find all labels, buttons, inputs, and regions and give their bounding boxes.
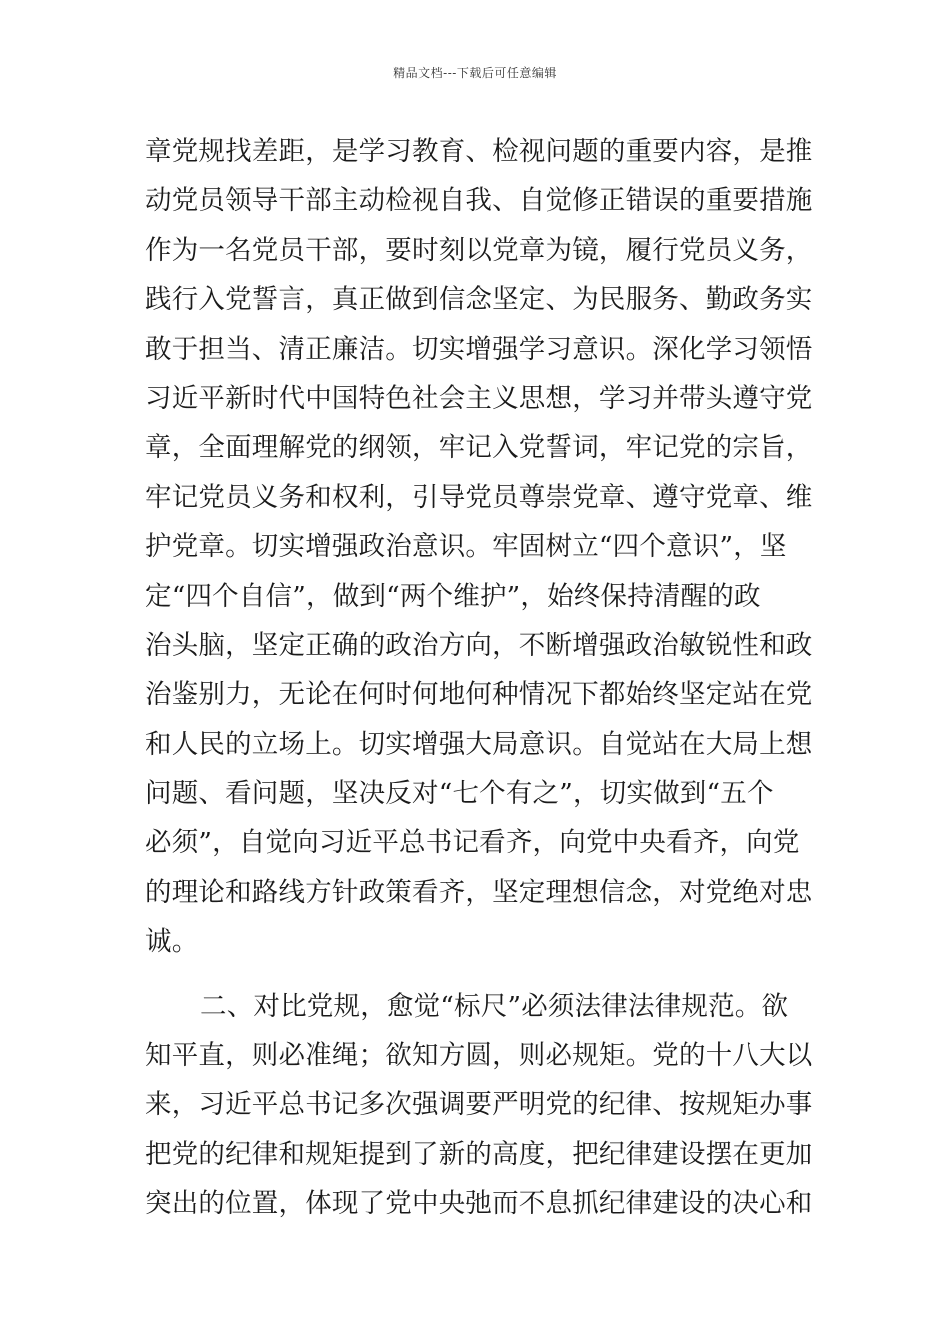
text-line: 敢于担当、清正廉洁。切实增强学习意识。深化学习领悟 bbox=[145, 333, 813, 365]
text-line: 的理论和路线方针政策看齐，坚定理想信念，对党绝对忠 bbox=[145, 876, 813, 908]
text-line: 牢记党员义务和权利，引导党员尊崇党章、遵守党章、维 bbox=[145, 481, 813, 513]
page-header: 精品文档---下载后可任意编辑 bbox=[393, 66, 557, 80]
document-body bbox=[145, 127, 813, 1229]
text-line: 治鉴别力，无论在何时何地何种情况下都始终坚定站在党 bbox=[145, 679, 813, 711]
paragraph-gap bbox=[145, 967, 810, 982]
text-line: 定“四个自信”，做到“两个维护”，始终保持清醒的政 bbox=[145, 580, 761, 612]
text-line: 知平直，则必准绳；欲知方圆，则必规矩。党的十八大以 bbox=[145, 1040, 813, 1072]
text-line: 必须”，自觉向习近平总书记看齐，向党中央看齐，向党 bbox=[145, 827, 800, 859]
text-line: 践行入党誓言，真正做到信念坚定、为民服务、勤政务实 bbox=[145, 284, 813, 316]
text-line: 和人民的立场上。切实增强大局意识。自觉站在大局上想 bbox=[145, 728, 813, 760]
text-line: 把党的纪律和规矩提到了新的高度，把纪律建设摆在更加 bbox=[145, 1138, 813, 1170]
paragraph-2 bbox=[145, 982, 813, 1229]
text-line: 来，习近平总书记多次强调要严明党的纪律、按规矩办事 bbox=[145, 1089, 813, 1121]
text-line: 问题、看问题，坚决反对“七个有之”，切实做到“五个 bbox=[145, 778, 774, 810]
text-line: 习近平新时代中国特色社会主义思想，学习并带头遵守党 bbox=[145, 382, 813, 414]
text-line: 动党员领导干部主动检视自我、自觉修正错误的重要措施 bbox=[145, 185, 813, 217]
text-line: 治头脑，坚定正确的政治方向，不断增强政治敏锐性和政 bbox=[145, 629, 813, 661]
text-line: 作为一名党员干部，要时刻以党章为镜，履行党员义务， bbox=[145, 234, 813, 266]
text-line: 章党规找差距，是学习教育、检视问题的重要内容，是推 bbox=[145, 136, 813, 167]
text-line: 护党章。切实增强政治意识。牢固树立“四个意识”，坚 bbox=[145, 531, 787, 563]
text-line: 二、对比党规，愈觉“标尺”必须法律法律规范。欲 bbox=[200, 990, 789, 1022]
text-line: 突出的位置，体现了党中央弛而不息抓纪律建设的决心和 bbox=[145, 1188, 813, 1220]
text-line: 章，全面理解党的纲领，牢记入党誓词，牢记党的宗旨， bbox=[145, 432, 813, 464]
text-line: 诚。 bbox=[145, 926, 199, 958]
paragraph-1 bbox=[145, 127, 813, 967]
